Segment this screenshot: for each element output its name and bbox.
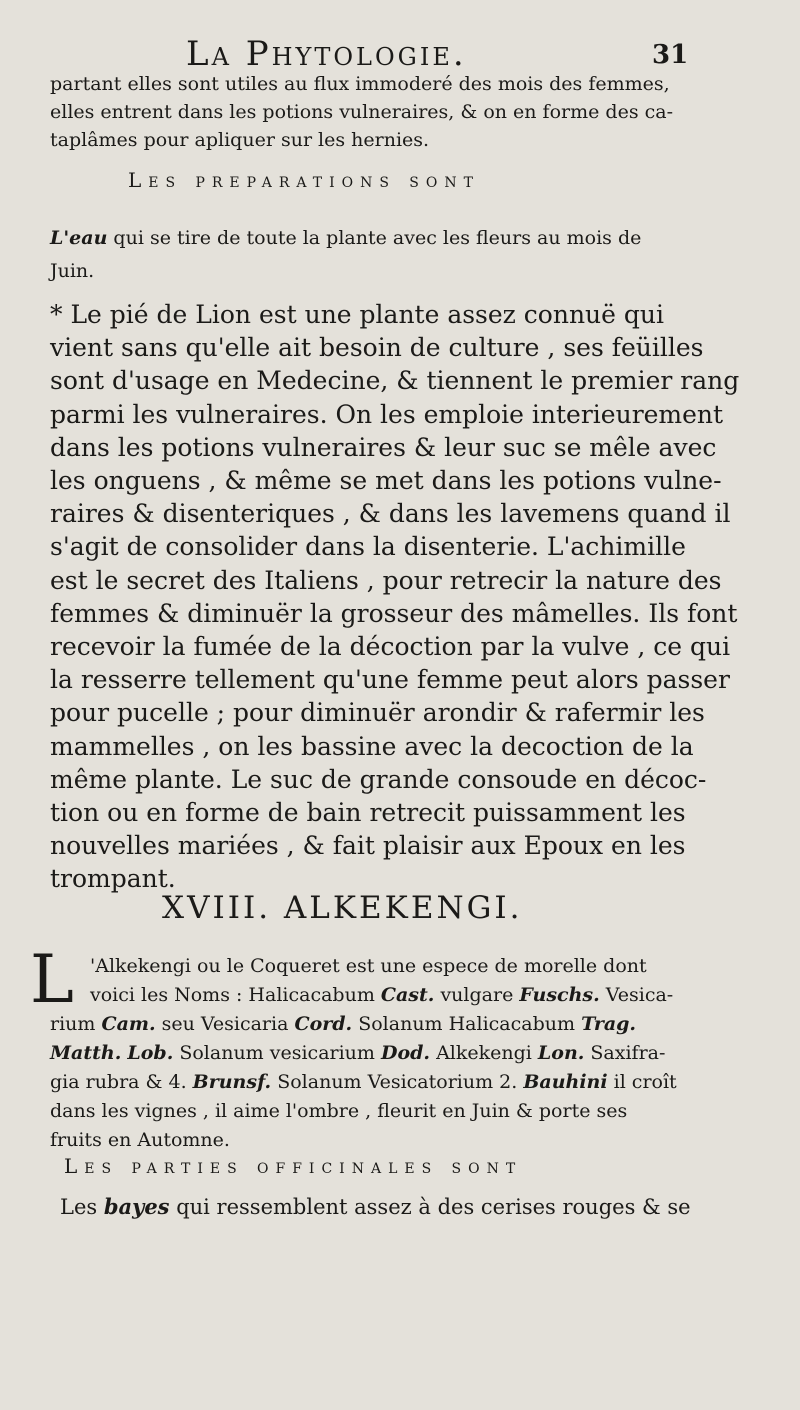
text-line: sont d'usage en Medecine, & tiennent le premier rang (50, 366, 740, 396)
author-abbrev: Dod. (380, 1042, 431, 1064)
author-abbrev: Fuschs. (519, 984, 600, 1006)
preparations-paragraph (50, 222, 686, 288)
text-line: trompant. (50, 864, 176, 894)
text-run: vulgare (434, 984, 520, 1006)
text-line (50, 1193, 691, 1221)
author-abbrev: Bauhini (523, 1071, 608, 1093)
text-line: partant elles sont utiles au flux immoderé des mois des femmes, (50, 73, 670, 95)
text-run: qui ressemblent assez à des cerises rouges & se (169, 1195, 691, 1219)
text-line: dans les potions vulneraires & leur suc se mêle avec (50, 432, 717, 462)
page-number: 31 (652, 40, 689, 70)
term-eau: L'eau (50, 227, 108, 249)
text-line: 'Alkekengi ou le Coqueret est une espece de morelle dont (90, 955, 647, 977)
text-line: * Le pié de Lion est une plante assez connuë qui (50, 300, 665, 329)
text-line (50, 1010, 686, 1039)
text-run: Solanum Vesicatorium 2. (271, 1071, 524, 1093)
text-run: Saxifra- (584, 1042, 666, 1064)
text-run: Solanum Halicacabum (352, 1013, 582, 1035)
text-run: Vesica- (599, 984, 674, 1006)
text-run: il croît (607, 1071, 677, 1093)
text-line (50, 1039, 686, 1068)
text-line: vient sans qu'elle ait besoin de culture , ses feüilles (50, 333, 704, 363)
text-line: la resserre tellement qu'une femme peut alors passer (50, 665, 730, 695)
text-line: même plante. Le suc de grande consoude en décoc- (50, 764, 707, 794)
text-line: est le secret des Italiens , pour retrecir la nature des (50, 565, 722, 595)
text-line: les onguens , & même se met dans les potions vulne- (50, 466, 722, 496)
text-line: parmi les vulneraires. On les emploie interieurement (50, 399, 724, 429)
author-abbrev: Matth. (50, 1042, 122, 1064)
text-line: raires & disenteriques , & dans les lavemens quand il (50, 499, 731, 529)
text-line: fruits en Automne. (50, 1129, 230, 1151)
text-line: s'agit de consolider dans la disenterie. L'achimille (50, 532, 686, 562)
section-heading: XVIII. ALKEKENGI. (162, 890, 523, 926)
text-run: Les (60, 1195, 104, 1219)
drop-cap: L (30, 941, 74, 1018)
paragraph-continued (50, 70, 686, 154)
text-line (50, 981, 686, 1010)
author-abbrev: Brunsf. (192, 1071, 272, 1093)
text-line: nouvelles mariées , & fait plaisir aux Epoux en les (50, 831, 686, 861)
term-bayes: bayes (103, 1194, 170, 1219)
author-abbrev: Trag. (581, 1013, 637, 1035)
author-abbrev: Cam. (101, 1013, 156, 1035)
author-abbrev: Lob. (127, 1042, 174, 1064)
text-run: gia rubra & 4. (50, 1071, 193, 1093)
alkekengi-paragraph (50, 952, 686, 1155)
text-run: seu Vesicaria (155, 1013, 295, 1035)
text-run: qui se tire de toute la plante avec les fleurs au mois de (107, 227, 642, 249)
text-line: dans les vignes , il aime l'ombre , fleurit en Juin & porte ses (50, 1100, 628, 1122)
text-line: elles entrent dans les potions vulneraires, & on en forme des ca- (50, 101, 673, 123)
text-line: mammelles , on les bassine avec la decoction de la (50, 731, 694, 761)
text-line: femmes & diminuër la grosseur des mâmelles. Ils font (50, 598, 738, 628)
text-line: taplâmes pour apliquer sur les hernies. (50, 129, 430, 151)
text-run: rium (50, 1013, 102, 1035)
author-abbrev: Lon. (537, 1042, 585, 1064)
text-line (50, 222, 686, 255)
text-run: Alkekengi (430, 1042, 538, 1064)
text-line: tion ou en forme de bain retrecit puissamment les (50, 798, 686, 828)
main-paragraph (50, 298, 740, 896)
running-title: La Phytologie. (186, 34, 467, 74)
preparations-heading: Les preparations sont (128, 168, 480, 192)
text-line: recevoir la fumée de la décoction par la vulve , ce qui (50, 632, 731, 662)
author-abbrev: Cast. (380, 984, 435, 1006)
text-run: Solanum vesicarium (173, 1042, 381, 1064)
parts-paragraph (50, 1193, 691, 1221)
text-line (50, 1068, 686, 1097)
text-run: voici les Noms : Halicacabum (90, 984, 381, 1006)
text-line: pour pucelle ; pour diminuër arondir & rafermir les (50, 698, 705, 728)
author-abbrev: Cord. (294, 1013, 353, 1035)
text-line: Juin. (50, 260, 95, 282)
parts-heading: Les parties officinales sont (64, 1154, 523, 1178)
